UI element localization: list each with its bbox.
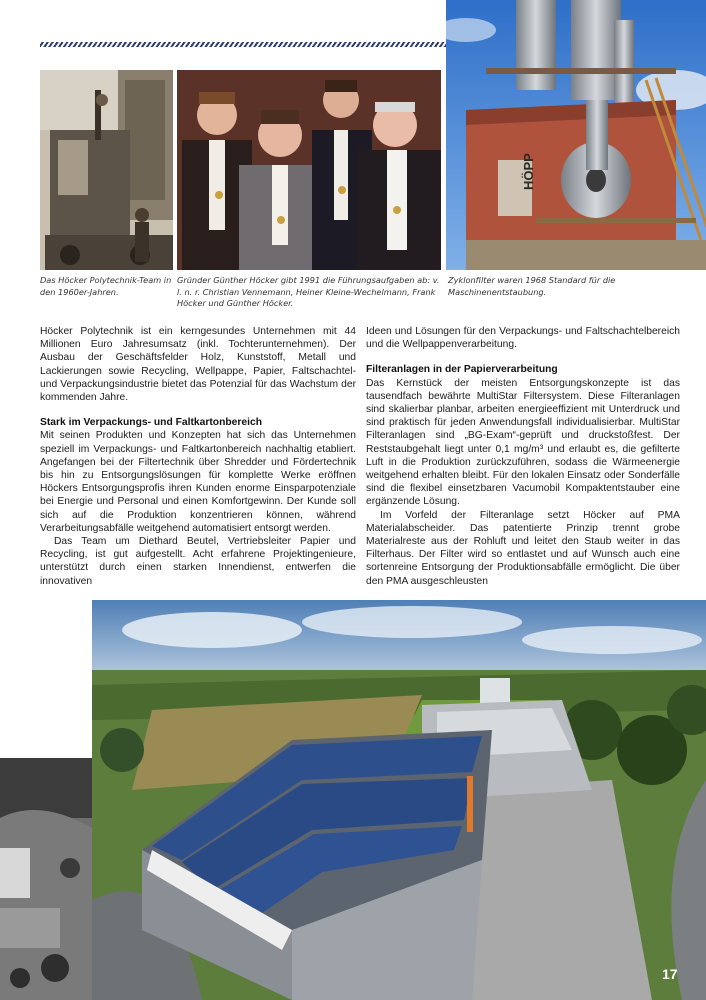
team-paragraph: Das Team um Diethard Beutel, Vertriebsleiter Papier und Recycling, ist gut aufgestellt. Acht erfahrene Projektingenieure, unterstützt durch einen starken Innendienst, entwerfen die innovativen — [40, 536, 356, 587]
article-left-column — [40, 325, 356, 588]
section-heading-packaging: Stark im Verpackungs- und Faltkartonbereich — [40, 417, 263, 429]
decorative-hatched-rule — [40, 42, 446, 47]
building-sign-text: HÖPP — [521, 153, 536, 190]
cyclone-photo-caption: Zyklonfilter waren 1968 Standard für die Maschinenentstaubung. — [448, 275, 616, 297]
founder-group-photo — [177, 70, 441, 270]
cyclone-filter-photo — [446, 0, 706, 270]
team-photo-caption: Das Höcker Polytechnik-Team in den 1960er-Jahren. — [40, 275, 172, 297]
multistar-paragraph: Das Kernstück der meisten Entsorgungskonzepte ist das tausendfach bewährte MultiStar Filtersystem. Diese Filteranlagen sind skalierbar planbar, arbeiten energieeffizient mit Unterdruck und sind praktisch für jeden Anwendungsfall individualisierbar. MultiStar Filteranlagen sind „BG-Exam“-geprüft und druckstoßfest. Der Reststaubgehalt liegt unter 0,1 mg/m³ und erlaubt es, die gefilterte Luft in die Produktion zurückzuführen, sodass die Wärmeenergie weitgehend erhalten bleibt. Für den lokalen Einsatz oder Sonderfälle sind die flexibel einsetzbaren Vacumobil Kompaktentstauber eine ergänzende Lösung. — [366, 377, 680, 508]
page-number: 17 — [662, 966, 678, 982]
intro-paragraph: Höcker Polytechnik ist ein kerngesundes Unternehmen mit 44 Millionen Euro Jahresumsatz (inkl. Tochterunternehmen). Der Ausbau der Geschäftsfelder Holz, Kunststoff, Metall und Lackierungen sowie Recycling, Wellpappe, Papier, Faltschachtel- und Verpackungsindustrie bietet das Potenzial für das Wachstum der kommenden Jahre. — [40, 326, 356, 404]
headquarters-aerial-photo — [92, 600, 706, 1000]
pma-paragraph: Im Vorfeld der Filteranlage setzt Höcker auf PMA Materialabscheider. Das patentierte Prinzip trennt grobe Materialreste aus der Rohluft und leitet den Staub weiter in das Filterhaus. Der Filter wird so entlastet und auf Wunsch auch eine sortenreine Entsorgung der Produktionsabfälle ermöglicht. Die über den PMA ausgeschleusten — [366, 509, 680, 587]
team-1960s-photo — [40, 70, 173, 270]
historic-aerial-photo — [0, 758, 92, 1000]
section-heading-filters: Filteranlagen in der Papierverarbeitung — [366, 364, 558, 376]
continuation-paragraph: Ideen und Lösungen für den Verpackungs- und Faltschachtelbereich und die Wellpappenverarbeitung. — [366, 326, 680, 351]
founder-photo-caption: Gründer Günther Höcker gibt 1991 die Führungsaufgaben ab: v. l. n. r. Christian Vennemann, Heiner Kleine-Wechelmann, Frank Höcker und Günther Höcker. — [177, 275, 440, 308]
article-right-column — [366, 325, 680, 588]
packaging-paragraph: Mit seinen Produkten und Konzepten hat sich das Unternehmen speziell im Verpackungs- und Faltkartonbereich nachhaltig etabliert. Angefangen bei der Filtertechnik über Shredder und Fördertechnik bis hin zu Entsorgungslösungen für komplette Werke eröffnen Höckers Entsorgungsprofis ihren Kunden enorme Einsparpotenziale bei Energie und Personal und einen Komfortgewinn. Der Kunde soll sich auf die Produktion konzentrieren können, während Verarbeitungsabfälle weitgehend automatisiert entsorgt werden. — [40, 430, 356, 534]
